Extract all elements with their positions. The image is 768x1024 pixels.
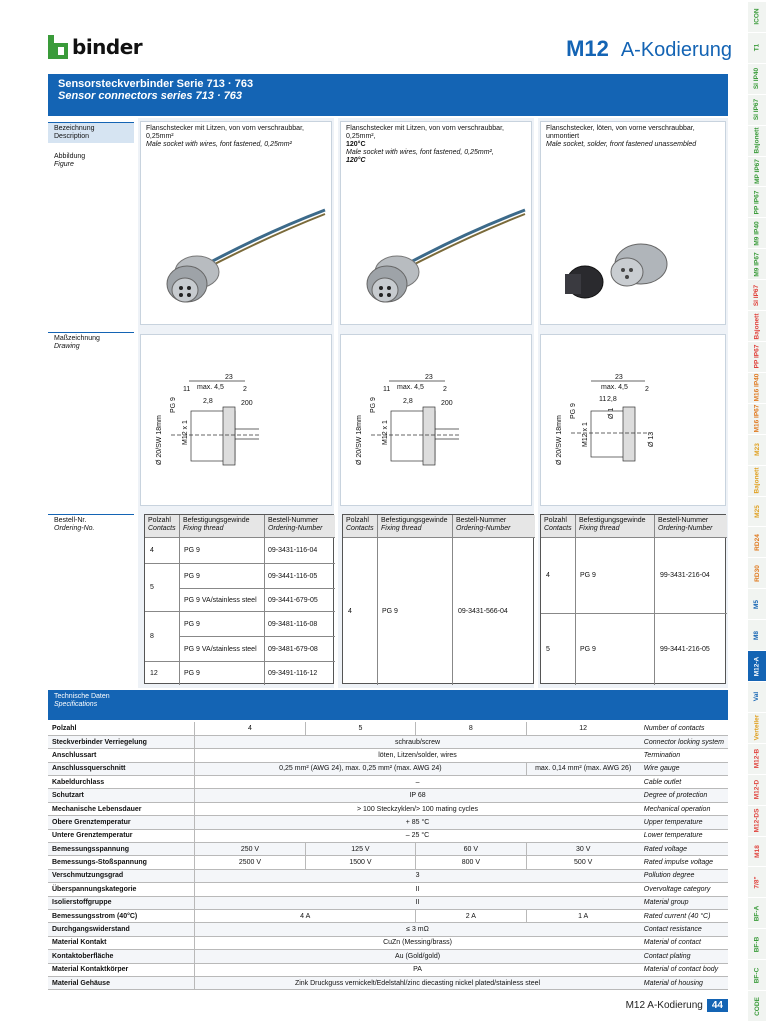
spec-row: [48, 735, 728, 748]
spec-row: [48, 816, 728, 829]
page-title-main: M12: [566, 36, 609, 61]
table-cell-order-number: 09-3431-116-04: [268, 547, 318, 554]
ordering-table-1: [144, 514, 334, 684]
header-contacts: Polzahl Contacts: [541, 515, 575, 537]
dim-23: 23: [225, 374, 233, 381]
table-cell-contacts: 4: [348, 608, 352, 615]
table-cell-order-number: 09-3481-116-08: [268, 620, 318, 628]
spec-label: Material Gehäuse: [48, 976, 195, 989]
technical-drawing-3: [541, 335, 727, 507]
dim-28: 2,8: [607, 396, 617, 403]
technical-drawing-1: [141, 335, 333, 507]
label-abbildung: Abbildung: [54, 153, 86, 160]
spec-label-en: Rated current (40 °C): [640, 909, 728, 922]
spec-row: [48, 950, 728, 963]
side-nav-tab[interactable]: [748, 558, 766, 589]
spec-row: [48, 843, 728, 856]
spec-label-en: Rated impulse voltage: [640, 856, 728, 869]
dim-200: 200: [441, 400, 453, 407]
spec-value: schraub/screw: [195, 735, 640, 748]
header-ordering-number: Bestell-Nummer Ordering-Number: [453, 515, 535, 537]
spec-label: Steckverbinder Verriegelung: [48, 735, 195, 748]
product-card-1: [140, 121, 332, 325]
spec-row: [48, 923, 728, 936]
label-figure: Figure: [54, 161, 74, 168]
dim-pg9: PG 9: [570, 403, 577, 419]
drawing-card-1: [140, 334, 332, 506]
spec-label: Polzahl: [48, 722, 195, 735]
footer-label: M12 A-Kodierung: [625, 1000, 703, 1011]
spec-row: [48, 802, 728, 815]
spec-label: Kabeldurchlass: [48, 776, 195, 789]
side-nav-label: ICON: [753, 8, 761, 26]
spec-label-en: Degree of protection: [640, 789, 728, 802]
table-cell-order-number: 99-3441-216-05: [660, 645, 710, 653]
spec-value: 4: [195, 722, 305, 735]
spec-value: 8: [416, 722, 526, 735]
side-nav-tab[interactable]: [748, 806, 766, 837]
side-nav-tab[interactable]: [748, 960, 766, 991]
spec-title-en: Specifications: [54, 701, 98, 708]
spec-value: IP 68: [195, 789, 640, 802]
side-nav-label: RD24: [753, 534, 761, 551]
side-nav-label: M12-A: [753, 656, 761, 676]
spec-label-en: Material group: [640, 896, 728, 909]
spec-row: [48, 976, 728, 989]
side-nav-tab[interactable]: [748, 744, 766, 775]
spec-value: 60 V: [416, 843, 526, 856]
table-cell-fixing: PG 9 VA/stainless steel: [184, 596, 257, 604]
spec-label: Material Kontaktkörper: [48, 963, 195, 976]
header-fixing-thread: Befestigungsgewinde Fixing thread: [576, 515, 654, 537]
side-nav-tab[interactable]: [748, 373, 766, 404]
table-cell-fixing: PG 9 VA/stainless steel: [184, 645, 257, 653]
spec-label: Bemessungsspannung: [48, 843, 195, 856]
side-nav-tab[interactable]: [748, 95, 766, 126]
dim-28: 2,8: [203, 398, 213, 405]
side-navigation: [746, 0, 768, 1024]
header-contacts: Polzahl Contacts: [343, 515, 377, 537]
spec-row: [48, 896, 728, 909]
spec-label-en: Material of contact: [640, 936, 728, 949]
spec-value: II: [195, 896, 640, 909]
dim-23: 23: [615, 374, 623, 381]
spec-value: PA: [195, 963, 640, 976]
spec-value: – 25 °C: [195, 829, 640, 842]
product-photo-flange-plug-wires-120c: [347, 192, 527, 322]
product-desc-de-extra: 120°C: [346, 141, 366, 148]
label-bestell: Bestell-Nr.: [54, 517, 87, 524]
table-cell-order-number: 09-3441-116-05: [268, 572, 318, 580]
spec-value: 0,25 mm² (AWG 24), max. 0,25 mm² (max. AWG 24): [195, 762, 526, 775]
table-cell-order-number: 99-3431-216-04: [660, 572, 710, 579]
spec-value: 2500 V: [195, 856, 305, 869]
side-nav-label: M18: [753, 845, 761, 858]
product-desc-en: Male socket, solder, front fastened unassembled: [546, 141, 697, 148]
spec-title-de: Technische Daten: [54, 693, 110, 700]
side-nav-label: SI IP40: [753, 68, 761, 90]
spec-value: 800 V: [416, 856, 526, 869]
binder-logo-icon: [48, 35, 68, 59]
spec-value: CuZn (Messing/brass): [195, 936, 640, 949]
table-cell-order-number: 09-3491-116-12: [268, 669, 318, 677]
side-nav-label: Bajonett: [753, 467, 761, 494]
spec-value: Au (Gold/gold): [195, 950, 640, 963]
spec-row: [48, 776, 728, 789]
table-cell-contacts: 5: [150, 584, 154, 591]
side-nav-tab[interactable]: [748, 404, 766, 435]
spec-value: max. 0,14 mm² (max. AWG 26): [526, 762, 640, 775]
spec-value: 1 A: [526, 909, 640, 922]
side-nav-tab[interactable]: [748, 898, 766, 929]
side-nav-label: M8: [753, 630, 761, 640]
spec-row: [48, 936, 728, 949]
side-nav-tab[interactable]: [748, 64, 766, 95]
spec-value: 12: [526, 722, 640, 735]
spec-value: 5: [305, 722, 415, 735]
specifications-table: [48, 722, 728, 990]
spec-label: Bemessungs-Stoßspannung: [48, 856, 195, 869]
spec-label-en: Cable outlet: [640, 776, 728, 789]
spec-label-en: Material of housing: [640, 976, 728, 989]
dim-11: 11: [383, 386, 391, 393]
header-ordering-number: Bestell-Nummer Ordering-Number: [655, 515, 727, 537]
dim-m12: M12 x 1: [582, 422, 589, 447]
dim-11: 11: [183, 386, 191, 393]
side-nav-tab[interactable]: [748, 280, 766, 311]
dim-pg9: PG 9: [170, 397, 177, 413]
header-contacts: Polzahl Contacts: [145, 515, 179, 537]
table-cell-fixing: PG 9: [580, 645, 596, 653]
dim-d13: Ø 13: [648, 431, 655, 447]
side-nav-tab[interactable]: [748, 497, 766, 528]
header-ordering-number: Bestell-Nummer Ordering-Number: [265, 515, 335, 537]
side-nav-label: Val: [753, 692, 761, 702]
side-nav-tab[interactable]: [748, 713, 766, 744]
side-nav-label: MP IP67: [753, 159, 761, 184]
dim-max: max. 4,5: [397, 384, 424, 391]
drawing-card-3: [540, 334, 726, 506]
side-nav-tab[interactable]: [748, 775, 766, 806]
page-number: 44: [707, 999, 728, 1012]
spec-label-en: Rated voltage: [640, 843, 728, 856]
spec-value: 1500 V: [305, 856, 415, 869]
side-nav-tab[interactable]: [748, 249, 766, 280]
dim-m12: M12 x 1: [182, 420, 189, 445]
product-desc-de: Flanschstecker mit Litzen, von vorn verschraubbar, 0,25mm²: [146, 125, 304, 140]
product-desc-de: Flanschstecker, löten, von vorne verschraubbar, unmontiert: [546, 125, 695, 140]
spec-value: 500 V: [526, 856, 640, 869]
spec-label: Isolierstoffgruppe: [48, 896, 195, 909]
side-nav-tab[interactable]: [748, 929, 766, 960]
dim-m12: M12 x 1: [382, 420, 389, 445]
header-fixing-thread: Befestigungsgewinde Fixing thread: [180, 515, 264, 537]
side-nav-tab[interactable]: [748, 2, 766, 33]
side-nav-label: 7/8": [753, 876, 761, 889]
spec-value: II: [195, 883, 640, 896]
side-nav-tab[interactable]: [748, 311, 766, 342]
spec-value: ≤ 3 mΩ: [195, 923, 640, 936]
table-cell-order-number: 09-3441-679-05: [268, 596, 318, 604]
side-nav-tab[interactable]: [748, 837, 766, 868]
side-nav-label: CODE: [753, 996, 761, 1016]
side-nav-tab[interactable]: [748, 33, 766, 64]
side-nav-tab[interactable]: [748, 342, 766, 373]
spec-label-en: Contact plating: [640, 950, 728, 963]
spec-row: [48, 762, 728, 775]
spec-label: Anschlussart: [48, 749, 195, 762]
spec-label: Bemessungsstrom (40°C): [48, 909, 195, 922]
spec-label: Anschlussquerschnitt: [48, 762, 195, 775]
side-nav-tab[interactable]: [748, 991, 766, 1022]
table-cell-contacts: 8: [150, 633, 154, 640]
side-nav-tab[interactable]: [748, 218, 766, 249]
product-photo-flange-plug-solder: [545, 212, 721, 322]
dim-2: 2: [443, 386, 447, 393]
table-cell-contacts: 5: [546, 645, 550, 653]
spec-value: löten, Litzen/solder, wires: [195, 749, 640, 762]
label-ordering: Ordering-No.: [54, 525, 95, 532]
side-nav-tab[interactable]: [748, 867, 766, 898]
spec-label: Schutzart: [48, 789, 195, 802]
side-nav-label: SI IP67: [753, 99, 761, 121]
table-cell-fixing: PG 9: [184, 620, 200, 628]
spec-label-en: Number of contacts: [640, 722, 728, 735]
spec-row: [48, 856, 728, 869]
dim-2: 2: [243, 386, 247, 393]
spec-value: > 100 Steckzyklen/> 100 mating cycles: [195, 802, 640, 815]
side-nav-tab[interactable]: [748, 466, 766, 497]
table-cell-order-number: 09-3481-679-08: [268, 645, 318, 653]
side-nav-tab[interactable]: [748, 187, 766, 218]
spec-label-en: Material of contact body: [640, 963, 728, 976]
ordering-table-3: [540, 514, 726, 684]
dim-max: max. 4,5: [601, 384, 628, 391]
side-nav-label: M9 IP67: [753, 252, 761, 277]
drawing-card-2: [340, 334, 532, 506]
side-nav-label: PP IP67: [753, 345, 761, 369]
dim-200: 200: [241, 400, 253, 407]
spec-label-en: Upper temperature: [640, 816, 728, 829]
side-nav-label: BF-A: [753, 905, 761, 922]
side-nav-label: Verteiler: [753, 715, 761, 741]
product-desc-en: Male socket with wires, font fastened, 0,25mm²,: [346, 149, 494, 156]
ordering-table-2: [342, 514, 534, 684]
label-drawing: Drawing: [54, 343, 80, 350]
dim-sw: Ø 20/SW 18mm: [356, 415, 363, 465]
side-nav-label: M23: [753, 443, 761, 456]
table-cell-contacts: 12: [150, 669, 158, 677]
product-card-2: [340, 121, 532, 325]
spec-row: [48, 722, 728, 735]
dim-23: 23: [425, 374, 433, 381]
side-nav-label: RD30: [753, 565, 761, 582]
table-cell-fixing: PG 9: [382, 608, 398, 615]
table-cell-fixing: PG 9: [580, 572, 596, 579]
spec-label-en: Overvoltage category: [640, 883, 728, 896]
dim-11: 11: [599, 396, 607, 403]
spec-value: 3: [195, 869, 640, 882]
specifications-header: [48, 690, 728, 720]
spec-value: 250 V: [195, 843, 305, 856]
side-nav-label: Bajonett: [753, 313, 761, 340]
dim-d01: Ø 1: [608, 407, 615, 419]
table-cell-fixing: PG 9: [184, 547, 200, 554]
label-bezeichnung: Bezeichnung: [54, 125, 95, 132]
product-desc-en: Male socket with wires, font fastened, 0,25mm²: [146, 141, 292, 148]
product-photo-flange-plug-wires: [147, 172, 327, 322]
side-nav-label: SI IP67: [753, 284, 761, 306]
side-nav-label: M12-B: [753, 749, 761, 769]
row-label-drawing: [48, 332, 134, 353]
side-nav-tab[interactable]: [748, 651, 766, 682]
spec-label-en: Mechanical operation: [640, 802, 728, 815]
spec-label: Durchgangswiderstand: [48, 923, 195, 936]
spec-value: 4 A: [195, 909, 416, 922]
brand-name: binder: [72, 35, 143, 59]
side-nav-label: T1: [753, 44, 761, 52]
side-nav-tab[interactable]: [748, 620, 766, 651]
spec-label: Material Kontakt: [48, 936, 195, 949]
side-nav-tab[interactable]: [748, 527, 766, 558]
side-nav-label: M16 IP40: [753, 373, 761, 402]
spec-label-en: Lower temperature: [640, 829, 728, 842]
spec-label-en: Termination: [640, 749, 728, 762]
side-nav-label: M12-DS: [753, 808, 761, 833]
spec-label-en: Contact resistance: [640, 923, 728, 936]
spec-value: + 85 °C: [195, 816, 640, 829]
header-fixing-thread: Befestigungsgewinde Fixing thread: [378, 515, 452, 537]
spec-label: Überspannungskategorie: [48, 883, 195, 896]
dim-max: max. 4,5: [197, 384, 224, 391]
page-title-sub: A-Kodierung: [620, 39, 732, 61]
table-cell-fixing: PG 9: [184, 572, 200, 580]
page-title: [566, 36, 732, 62]
section-title-de: Sensorsteckverbinder Serie 713 · 763: [58, 78, 254, 90]
label-masszeichnung: Maßzeichnung: [54, 335, 100, 342]
page-footer: [626, 999, 728, 1012]
table-cell-contacts: 4: [546, 572, 550, 579]
section-header: [48, 74, 728, 116]
spec-row: [48, 869, 728, 882]
side-nav-tab[interactable]: [748, 435, 766, 466]
side-nav-label: M5: [753, 599, 761, 609]
side-nav-label: M9 IP40: [753, 221, 761, 246]
section-title-en: Sensor connectors series 713 · 763: [58, 90, 243, 102]
spec-label: Obere Grenztemperatur: [48, 816, 195, 829]
spec-row: [48, 963, 728, 976]
spec-value: –: [195, 776, 640, 789]
spec-value: 125 V: [305, 843, 415, 856]
side-nav-tab[interactable]: [748, 682, 766, 713]
table-cell-contacts: 4: [150, 547, 154, 554]
side-nav-label: BF-B: [753, 936, 761, 952]
spec-label-en: Connector locking system: [640, 735, 728, 748]
spec-label-en: Wire gauge: [640, 762, 728, 775]
dim-sw: Ø 20/SW 18mm: [156, 415, 163, 465]
table-cell-order-number: 09-3431-566-04: [458, 608, 508, 615]
spec-value: 2 A: [416, 909, 526, 922]
side-nav-label: PP IP67: [753, 190, 761, 215]
spec-value: 30 V: [526, 843, 640, 856]
row-label-description: [48, 122, 134, 169]
spec-value: Zink Druckguss vernickelt/Edelstahl/zinc diecasting nickel plated/stainless steel: [195, 976, 640, 989]
spec-label: Untere Grenztemperatur: [48, 829, 195, 842]
side-nav-tab[interactable]: [748, 126, 766, 157]
spec-label: Verschmutzungsgrad: [48, 869, 195, 882]
side-nav-label: M25: [753, 505, 761, 518]
spec-label: Kontaktoberfläche: [48, 950, 195, 963]
dim-2: 2: [645, 386, 649, 393]
side-nav-label: BF-C: [753, 967, 761, 983]
spec-row: [48, 883, 728, 896]
table-cell-fixing: PG 9: [184, 669, 200, 677]
side-nav-label: Bajonett: [753, 127, 761, 154]
spec-row: [48, 829, 728, 842]
product-desc-de: Flanschstecker mit Litzen, von vorn verschraubbar, 0,25mm²,: [346, 125, 504, 140]
side-nav-label: M16 IP67: [753, 404, 761, 433]
row-label-ordering: [48, 514, 134, 535]
spec-row: [48, 749, 728, 762]
label-description: Description: [54, 133, 90, 140]
dim-sw: Ø 20/SW 18mm: [556, 415, 563, 465]
side-nav-tab[interactable]: [748, 157, 766, 188]
dim-28: 2,8: [403, 398, 413, 405]
product-card-3: [540, 121, 726, 325]
spec-label: Mechanische Lebensdauer: [48, 802, 195, 815]
spec-row: [48, 789, 728, 802]
spec-row: [48, 909, 728, 922]
product-desc-en-extra: 120°C: [346, 157, 366, 164]
spec-label-en: Pollution degree: [640, 869, 728, 882]
side-nav-tab[interactable]: [748, 589, 766, 620]
dim-pg9: PG 9: [370, 397, 377, 413]
side-nav-label: M12-D: [753, 779, 761, 800]
binder-logo: [48, 34, 142, 60]
technical-drawing-2: [341, 335, 533, 507]
